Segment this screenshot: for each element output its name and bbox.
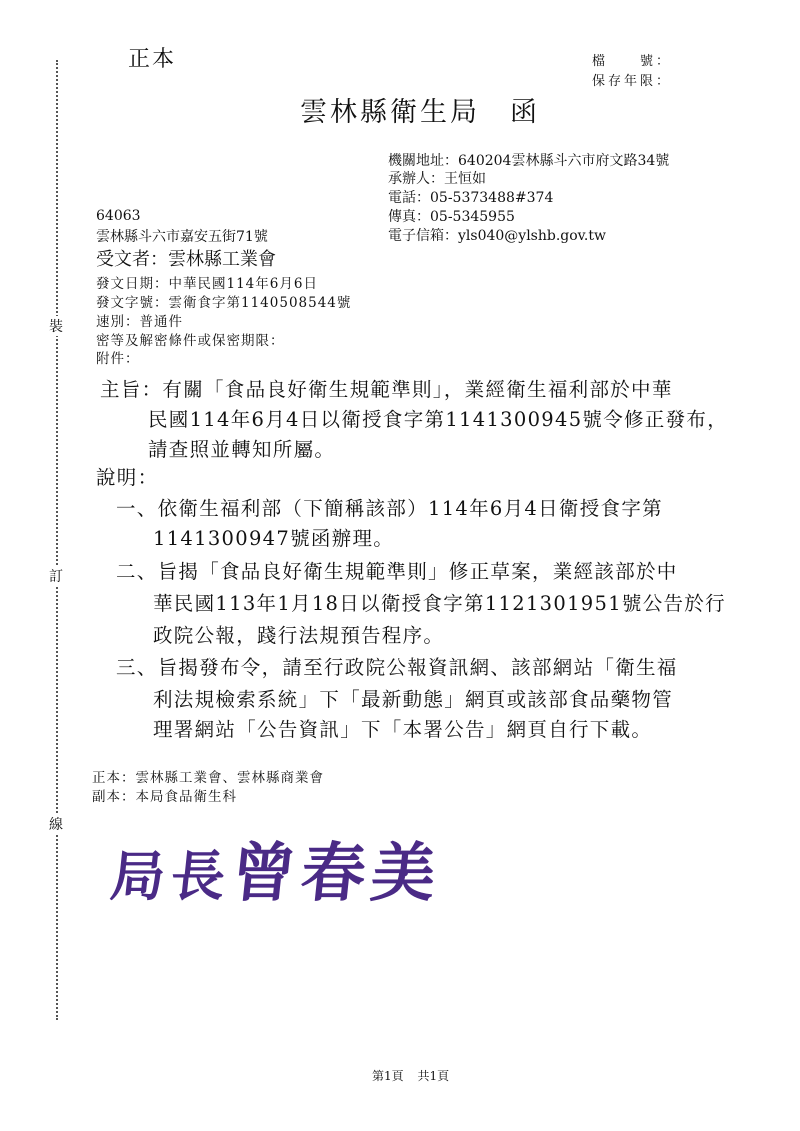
delivery-speed: 速別：普通件: [96, 314, 183, 330]
phone: 電話：05-5373488#374: [388, 190, 554, 206]
fax: 傳真：05-5345955: [388, 209, 515, 225]
document-title: 雲林縣衛生局 函: [300, 97, 540, 128]
binding-mark-middle: 訂: [48, 566, 64, 586]
seal-title: 局長: [107, 844, 235, 908]
email: 電子信箱：yls040@ylshb.gov.tw: [388, 228, 606, 244]
binding-mark-top: 裝: [48, 316, 64, 336]
item-2-line-1: 二、旨揭「食品良好衛生規範準則」修正草案，業經該部於中: [116, 560, 678, 583]
archive-number: 檔 號：: [592, 54, 673, 69]
explanation-heading: 說明：: [96, 466, 159, 489]
copy-mark: 正本: [128, 47, 177, 72]
subject-line-2: 民國114年6月4日以衛授食字第1141300945號令修正發布，: [148, 408, 728, 431]
issue-date: 發文日期：中華民國114年6月6日: [96, 276, 318, 292]
subject-line-3: 請查照並轉知所屬。: [148, 438, 336, 461]
retention-period: 保存年限：: [592, 74, 673, 89]
item-3-line-2: 利法規檢索系統」下「最新動態」網頁或該部食品藥物管: [153, 688, 674, 711]
handler: 承辦人：王恒如: [388, 171, 486, 187]
recipient: 受文者：雲林縣工業會: [96, 249, 276, 270]
binding-line: [56, 60, 58, 1020]
page-number: 第1頁 共1頁: [372, 1069, 450, 1083]
item-1-line-1: 一、依衛生福利部（下簡稱該部）114年6月4日衛授食字第: [116, 497, 663, 520]
director-signature-seal: [107, 822, 447, 914]
item-3-line-3: 理署網站「公告資訊」下「本署公告」網頁自行下載。: [153, 718, 653, 741]
attachment: 附件：: [96, 351, 140, 367]
item-2-line-2: 華民國113年1月18日以衛授食字第1121301951號公告於行: [153, 592, 726, 615]
original-recipients: 正本：雲林縣工業會、雲林縣商業會: [92, 770, 324, 786]
seal-name: 曾春美: [227, 836, 446, 911]
item-1-line-2: 1141300947號函辦理。: [153, 527, 395, 550]
secrecy-level: 密等及解密條件或保密期限：: [96, 333, 285, 349]
item-2-line-3: 政院公報，踐行法規預告程序。: [153, 624, 445, 647]
binding-mark-bottom: 線: [48, 814, 64, 834]
item-3-line-1: 三、旨揭發布令，請至行政院公報資訊網、該部網站「衛生福: [116, 656, 678, 679]
receiver-postcode: 64063: [96, 208, 141, 224]
document-number: 發文字號：雲衛食字第1140508544號: [96, 295, 352, 311]
copy-recipients: 副本：本局食品衛生科: [92, 789, 237, 805]
receiver-address: 雲林縣斗六市嘉安五街71號: [96, 229, 268, 245]
agency-address: 機關地址：640204雲林縣斗六市府文路34號: [388, 153, 670, 169]
subject-line-1: 主旨：有關「食品良好衛生規範準則」，業經衛生福利部於中華: [100, 378, 673, 401]
